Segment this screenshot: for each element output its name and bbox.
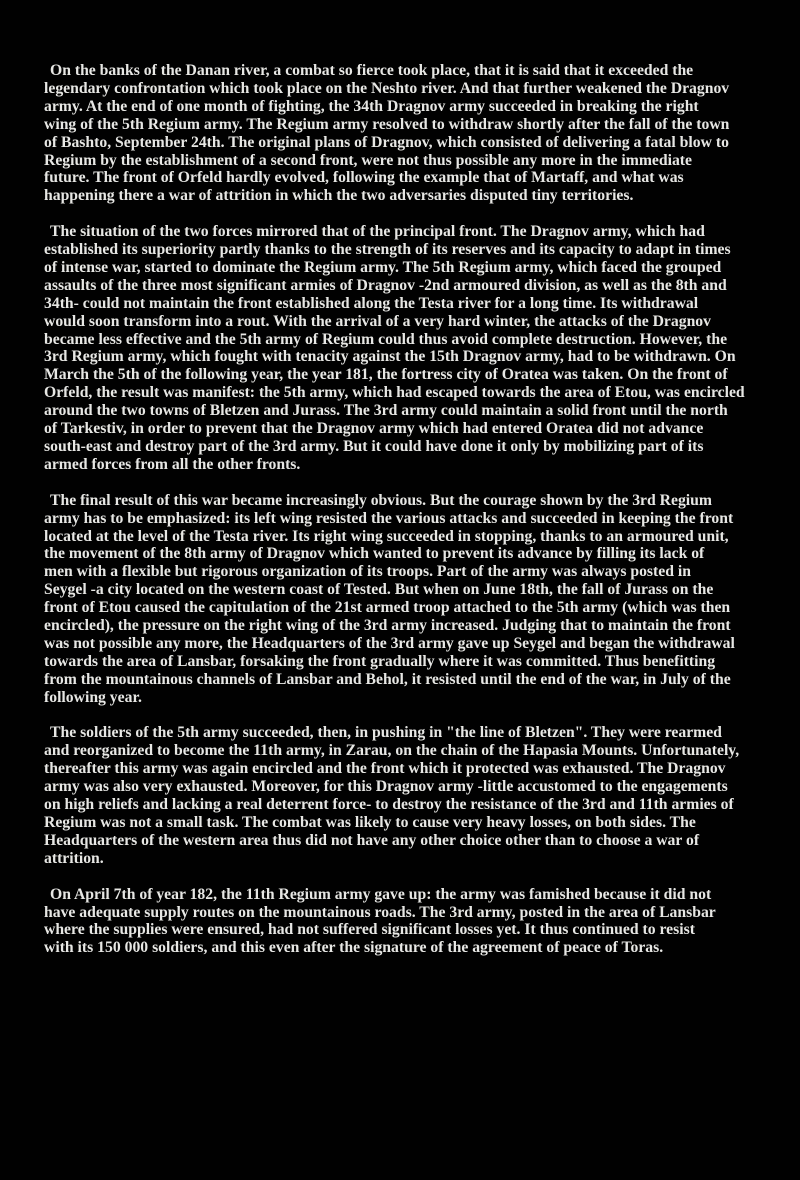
- text-line: on high reliefs and lacking a real deterrent force- to destroy the resistance of the 3rd and 11th armies of: [44, 796, 734, 814]
- paragraph: [44, 62, 760, 205]
- text-line: Regium was not a small task. The combat was likely to cause very heavy losses, on both sides. The: [44, 814, 696, 832]
- paragraph: [44, 223, 760, 474]
- text-line: front of Etou caused the capitulation of the 21st armed troop attached to the 5th army (which was then: [44, 599, 731, 617]
- text-line: would soon transform into a rout. With the arrival of a very hard winter, the attacks of the Dragnov: [44, 312, 711, 330]
- narrative-text-block: [44, 62, 760, 975]
- text-line: from the mountainous channels of Lansbar and Behol, it resisted until the end of the war, in July of the: [44, 670, 731, 688]
- text-line: Regium by the establishment of a second front, were not thus possible any more in the immediate: [44, 151, 692, 169]
- text-line: thereafter this army was again encircled and the front which it protected was exhausted. The Dragnov: [44, 760, 726, 778]
- text-line: 34th- could not maintain the front established along the Testa river for a long time. Its withdrawal: [44, 294, 699, 312]
- text-line: became less effective and the 5th army of Regium could thus avoid complete destruction. However, the: [44, 330, 728, 348]
- text-line: army was also very exhausted. Moreover, for this Dragnov army -little accustomed to the engagements: [44, 778, 728, 796]
- text-line: around the two towns of Bletzen and Jurass. The 3rd army could maintain a solid front until the north: [44, 402, 728, 420]
- text-line: March the 5th of the following year, the year 181, the fortress city of Oratea was taken. On the front of: [44, 366, 728, 384]
- text-line: On the banks of the Danan river, a combat so fierce took place, that it is said that it exceeded the: [50, 62, 694, 79]
- text-line: On April 7th of year 182, the 11th Regium army gave up: the army was famished because it did not: [50, 885, 712, 903]
- text-line: the movement of the 8th army of Dragnov which wanted to prevent its advance by filling its lack of: [44, 545, 705, 563]
- text-line: located at the level of the Testa river. Its right wing succeeded in stopping, thanks to an armoured unit,: [44, 527, 729, 545]
- text-line: wing of the 5th Regium army. The Regium army resolved to withdraw shortly after the fall of the town: [44, 115, 730, 133]
- text-line: future. The front of Orfeld hardly evolved, following the example that of Martaff, and what was: [44, 169, 684, 187]
- text-line: happening there a war of attrition in which the two adversaries disputed tiny territories.: [44, 187, 634, 205]
- text-line: towards the area of Lansbar, forsaking the front gradually where it was committed. Thus benefitting: [44, 652, 716, 670]
- paragraph: [44, 724, 760, 867]
- text-line: legendary confrontation which took place on the Neshto river. And that further weakened the Dragnov: [44, 79, 730, 97]
- text-line: of intense war, started to dominate the Regium army. The 5th Regium army, which faced the grouped: [44, 258, 722, 276]
- text-line: armed forces from all the other fronts.: [44, 455, 301, 473]
- text-line: encircled), the pressure on the right wing of the 3rd army increased. Judging that to maintain the front: [44, 617, 731, 635]
- text-line: established its superiority partly thanks to the strength of its reserves and its capacity to adapt in times: [44, 241, 731, 259]
- text-line: The situation of the two forces mirrored that of the principal front. The Dragnov army, which had: [50, 223, 705, 241]
- text-line: of Tarkestiv, in order to prevent that the Dragnov army which had entered Oratea did not advance: [44, 420, 704, 438]
- text-line: south-east and destroy part of the 3rd army. But it could have done it only by mobilizing part of its: [44, 438, 704, 456]
- paragraph: [44, 492, 760, 707]
- text-line: attrition.: [44, 849, 104, 867]
- text-line: Headquarters of the western area thus did not have any other choice other than to choose a war of: [44, 831, 700, 849]
- text-line: 3rd Regium army, which fought with tenacity against the 15th Dragnov army, had to be withdrawn. On: [44, 348, 736, 366]
- text-line: where the supplies were ensured, had not suffered significant losses yet. It thus continued to resist: [44, 921, 695, 939]
- text-line: army. At the end of one month of fighting, the 34th Dragnov army succeeded in breaking the right: [44, 97, 699, 115]
- text-line: have adequate supply routes on the mountainous roads. The 3rd army, posted in the area of Lansbar: [44, 903, 716, 921]
- text-line: army has to be emphasized: its left wing resisted the various attacks and succeeded in keeping the front: [44, 509, 734, 527]
- text-line: The soldiers of the 5th army succeeded, then, in pushing in "the line of Bletzen". They were rearmed: [50, 724, 722, 742]
- text-line: The final result of this war became increasingly obvious. But the courage shown by the 3rd Regium: [50, 491, 712, 509]
- text-line: Orfeld, the result was manifest: the 5th army, which had escaped towards the area of Etou, was encircled: [44, 384, 745, 402]
- paragraph: [44, 886, 760, 958]
- text-line: was not possible any more, the Headquarters of the 3rd army gave up Seygel and began the withdrawal: [44, 634, 735, 652]
- text-line: with its 150 000 soldiers, and this even after the signature of the agreement of peace of Toras.: [44, 939, 664, 957]
- text-line: and reorganized to become the 11th army, in Zarau, on the chain of the Hapasia Mounts. Unfortunately,: [44, 742, 740, 760]
- text-line: assaults of the three most significant armies of Dragnov -2nd armoured division, as well as the 8th and: [44, 276, 727, 294]
- text-line: of Bashto, September 24th. The original plans of Dragnov, which consisted of delivering a fatal blow to: [44, 133, 729, 151]
- text-line: following year.: [44, 688, 142, 706]
- text-line: men with a flexible but rigorous organization of its troops. Part of the army was always posted in: [44, 563, 691, 581]
- text-line: Seygel -a city located on the western coast of Tested. But when on June 18th, the fall of Jurass on the: [44, 581, 714, 599]
